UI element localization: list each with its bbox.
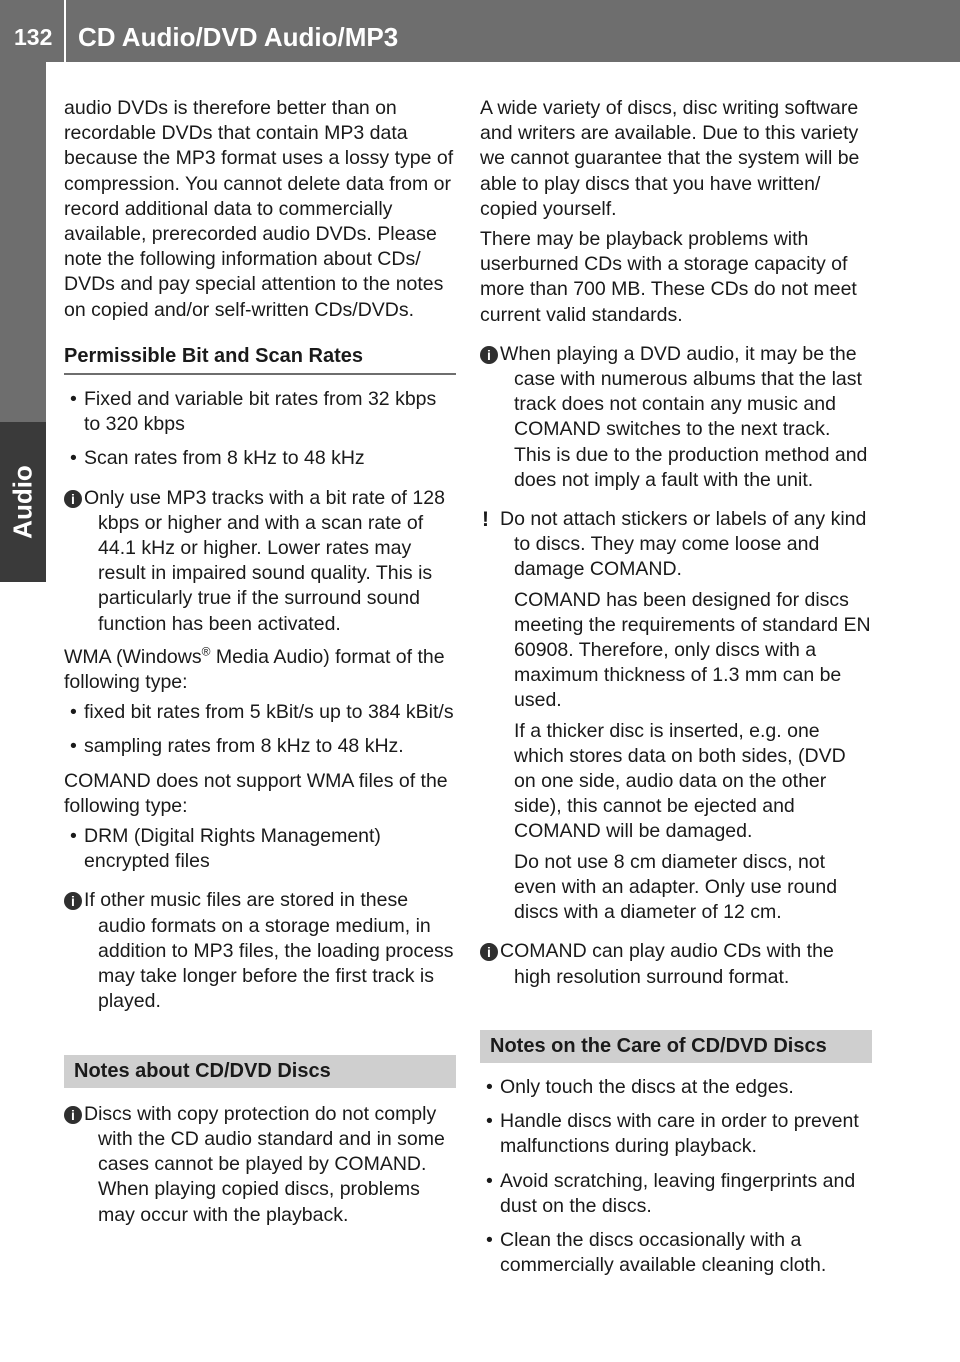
- info-note-text: If other music files are stored in these audio formats on a storage medium, in addition to MP3 files, the loading process may take longer before the first track is played.: [84, 889, 454, 1013]
- info-note-mp3: [64, 486, 456, 637]
- section-heading-bit-rates: Permissible Bit and Scan Rates: [64, 328, 456, 375]
- intro-paragraph: audio DVDs is therefore better than on recordable DVDs that contain MP3 data because the MP3 format uses a lossy type of compression. You cannot delete data from or record additional data to commercially available, prerecorded audio DVDs. Please note the following information about CDs/ DVDs and pay special attention to the notes on copied and/or self-written CDs/DVDs.: [64, 97, 454, 321]
- variety-paragraph: A wide variety of discs, disc writing software and writers are available. Due to this variety we cannot guarantee that the system will be able to play discs that you have written/ copied yourself.: [480, 97, 860, 220]
- info-note-surround: [480, 939, 872, 989]
- right-column: [480, 96, 872, 1287]
- page-number: 132: [14, 24, 53, 50]
- list-item: • Fixed and variable bit rates from 32 kbps to 320 kbps: [64, 387, 456, 437]
- registered-mark: ®: [201, 644, 211, 659]
- warning-paragraph: COMAND has been designed for discs meeting the requirements of standard EN 60908. Therefore, only discs with a maximum thickness of 1.3 mm can be used.: [514, 588, 871, 712]
- info-note-text: Discs with copy protection do not comply with the CD audio standard and in some cases cannot be played by COMAND. When playing copied discs, problems may occur with the playback.: [84, 1102, 445, 1226]
- warning-icon: !: [482, 508, 489, 532]
- info-note-other-files: [64, 888, 456, 1014]
- wma-intro-text: WMA (Windows: [64, 645, 202, 668]
- side-tab: [0, 62, 46, 422]
- warning-text: Do not attach stickers or labels of any kind to discs. They may come loose and damage COMAND.: [500, 508, 867, 581]
- warning-note: [480, 507, 872, 925]
- info-icon: i: [480, 943, 498, 961]
- header-divider: [64, 0, 66, 62]
- section-heading-disc-care: Notes on the Care of CD/DVD Discs: [480, 1030, 872, 1063]
- info-note-copy-protection: [64, 1102, 456, 1228]
- playback-paragraph: There may be playback problems with userburned CDs with a storage capacity of more than 700 MB. These CDs do not meet current valid standards.: [480, 228, 857, 326]
- info-note-text: When playing a DVD audio, it may be the case with numerous albums that the last track does not contain any music and COMAND switches to the next track. This is due to the production method and does not imply a fault with the unit.: [500, 342, 868, 491]
- wma-list: [64, 700, 456, 759]
- list-item: • DRM (Digital Rights Management) encrypted files: [64, 824, 456, 874]
- bitrate-list: [64, 387, 456, 472]
- wma-unsupported-paragraph: COMAND does not support WMA files of the following type:: [64, 769, 448, 817]
- section-heading-discs: Notes about CD/DVD Discs: [64, 1055, 456, 1088]
- list-item: • sampling rates from 8 kHz to 48 kHz.: [64, 734, 456, 759]
- warning-paragraph: If a thicker disc is inserted, e.g. one which stores data on both sides, (DVD on one side, audio data on the other side), this cannot be ejected and COMAND will be damaged.: [514, 719, 846, 843]
- list-item: • Avoid scratching, leaving fingerprints and dust on the discs.: [480, 1169, 872, 1219]
- info-note-text: Only use MP3 tracks with a bit rate of 128 kbps or higher and with a scan rate of 44.1 kHz or higher. Lower rates may result in impaired sound quality. This is particularly true if the surround sound function has been activated.: [84, 486, 445, 635]
- list-item: • fixed bit rates from 5 kBit/s up to 384 kBit/s: [64, 700, 456, 725]
- list-item: • Scan rates from 8 kHz to 48 kHz: [64, 446, 456, 471]
- list-item: • Only touch the discs at the edges.: [480, 1075, 872, 1100]
- info-note-text: COMAND can play audio CDs with the high resolution surround format.: [500, 940, 834, 988]
- wma-intro-text-end: Media Audio) format of the following type:: [64, 645, 445, 694]
- care-list: [480, 1075, 872, 1278]
- warning-paragraph: Do not use 8 cm diameter discs, not even with an adapter. Only use round discs with a diameter of 12 cm.: [514, 850, 838, 924]
- info-icon: i: [480, 346, 498, 364]
- wma-intro: [64, 645, 456, 695]
- info-note-dvd-audio: [480, 342, 872, 493]
- page-header: [0, 0, 960, 62]
- info-icon: i: [64, 1106, 82, 1124]
- wma-unsupported-list: [64, 824, 456, 874]
- info-icon: i: [64, 490, 82, 508]
- chapter-title: CD Audio/DVD Audio/MP3: [78, 22, 399, 52]
- list-item: • Handle discs with care in order to prevent malfunctions during playback.: [480, 1109, 872, 1159]
- list-item: • Clean the discs occasionally with a commercially available cleaning cloth.: [480, 1228, 872, 1278]
- info-icon: i: [64, 892, 82, 910]
- side-tab-label: Audio: [7, 465, 38, 539]
- left-column: [64, 96, 456, 1236]
